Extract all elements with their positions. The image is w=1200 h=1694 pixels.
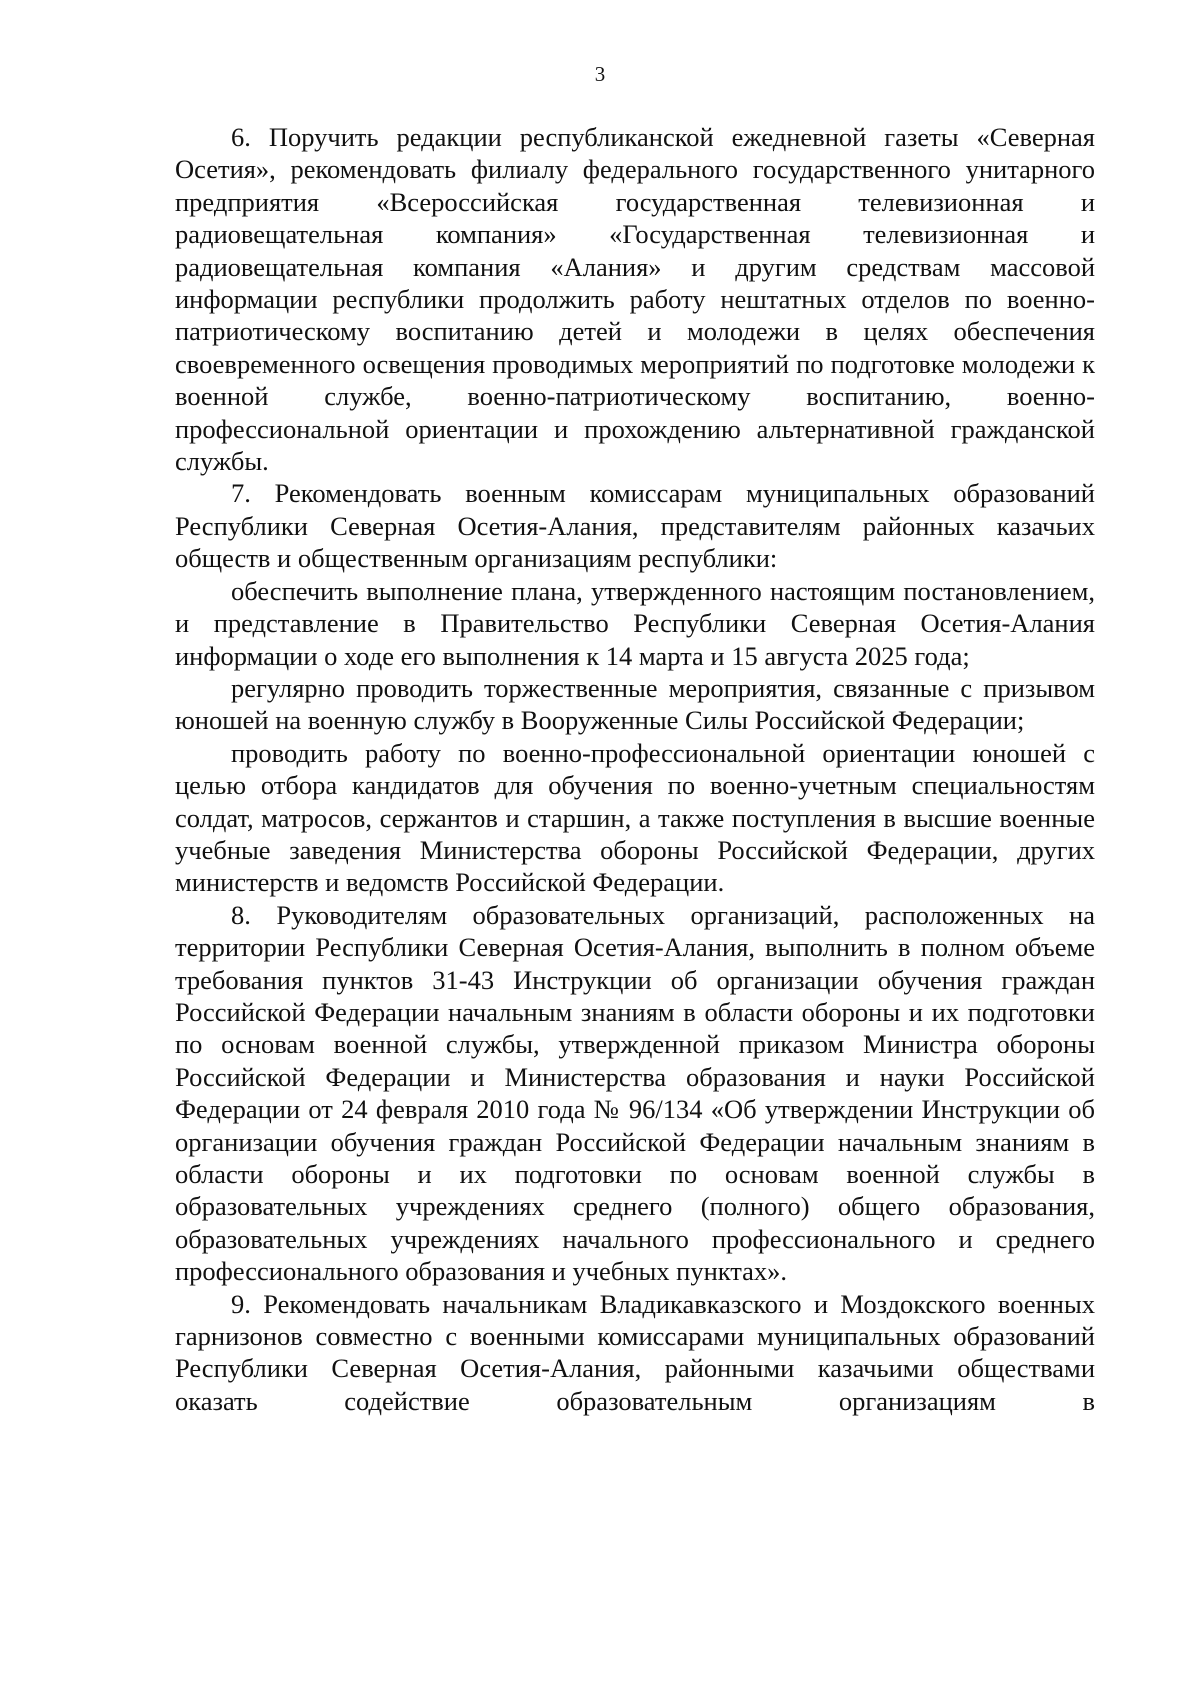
paragraph-item-7-orientation: проводить работу по военно-профессиональной ориентации юношей с целью отбора кандидатов для обучения по военно-учетным специальностям солдат, матросов, сержантов и старшин, а также поступления в высшие военные учебные заведения Министерства обороны Российской Федерации, других министерств и ведомств Российской Федерации. <box>175 737 1095 898</box>
paragraph-item-7-ceremonies: регулярно проводить торжественные мероприятия, связанные с призывом юношей на военную службу в Вооруженные Силы Российской Федерации; <box>175 672 1095 736</box>
paragraph-item-7-ensure: обеспечить выполнение плана, утвержденного настоящим постановлением, и представление в Правительство Республики Северная Осетия-Алания информации о ходе его выполнения к 14 марта и 15 августа 2025 года; <box>175 575 1095 671</box>
paragraph-item-8: 8. Руководителям образовательных организаций, расположенных на территории Республики Северная Осетия-Алания, выполнить в полном объеме требования пунктов 31-43 Инструкции об организации обучения граждан Российской Федерации начальным знаниям в области обороны и их подготовки по основам военной службы, утвержденной приказом Министра обороны Российской Федерации и Министерства образования и науки Российской Федерации от 24 февраля 2010 года № 96/134 «Об утверждении Инструкции об организации обучения граждан Российской Федерации начальным знаниям в области обороны и их подготовки по основам военной службы в образовательных учреждениях среднего (полного) общего образования, образовательных учреждениях начального профессионального и среднего профессионального образования и учебных пунктах». <box>175 899 1095 1287</box>
paragraph-item-9: 9. Рекомендовать начальникам Владикавказского и Моздокского военных гарнизонов совместно с военными комиссарами муниципальных образований Республики Северная Осетия-Алания, районными казачьими обществами оказать содействие образовательным организациям в <box>175 1288 1095 1416</box>
document-body <box>175 121 1095 1417</box>
paragraph-item-7: 7. Рекомендовать военным комиссарам муниципальных образований Республики Северная Осетия-Алания, представителям районных казачьих обществ и общественным организациям республики: <box>175 478 1095 574</box>
page-number: 3 <box>594 62 606 86</box>
paragraph-item-6: 6. Поручить редакции республиканской ежедневной газеты «Северная Осетия», рекомендовать филиалу федерального государственного унитарного предприятия «Всероссийская государственная телевизионная и радиовещательная компания» «Государственная телевизионная и радиовещательная компания «Алания» и другим средствам массовой информации республики продолжить работу нештатных отделов по военно-патриотическому воспитанию детей и молодежи в целях обеспечения своевременного освещения проводимых мероприятий по подготовке молодежи к военной службе, военно-патриотическому воспитанию, военно-профессиональной ориентации и прохождению альтернативной гражданской службы. <box>175 122 1095 477</box>
